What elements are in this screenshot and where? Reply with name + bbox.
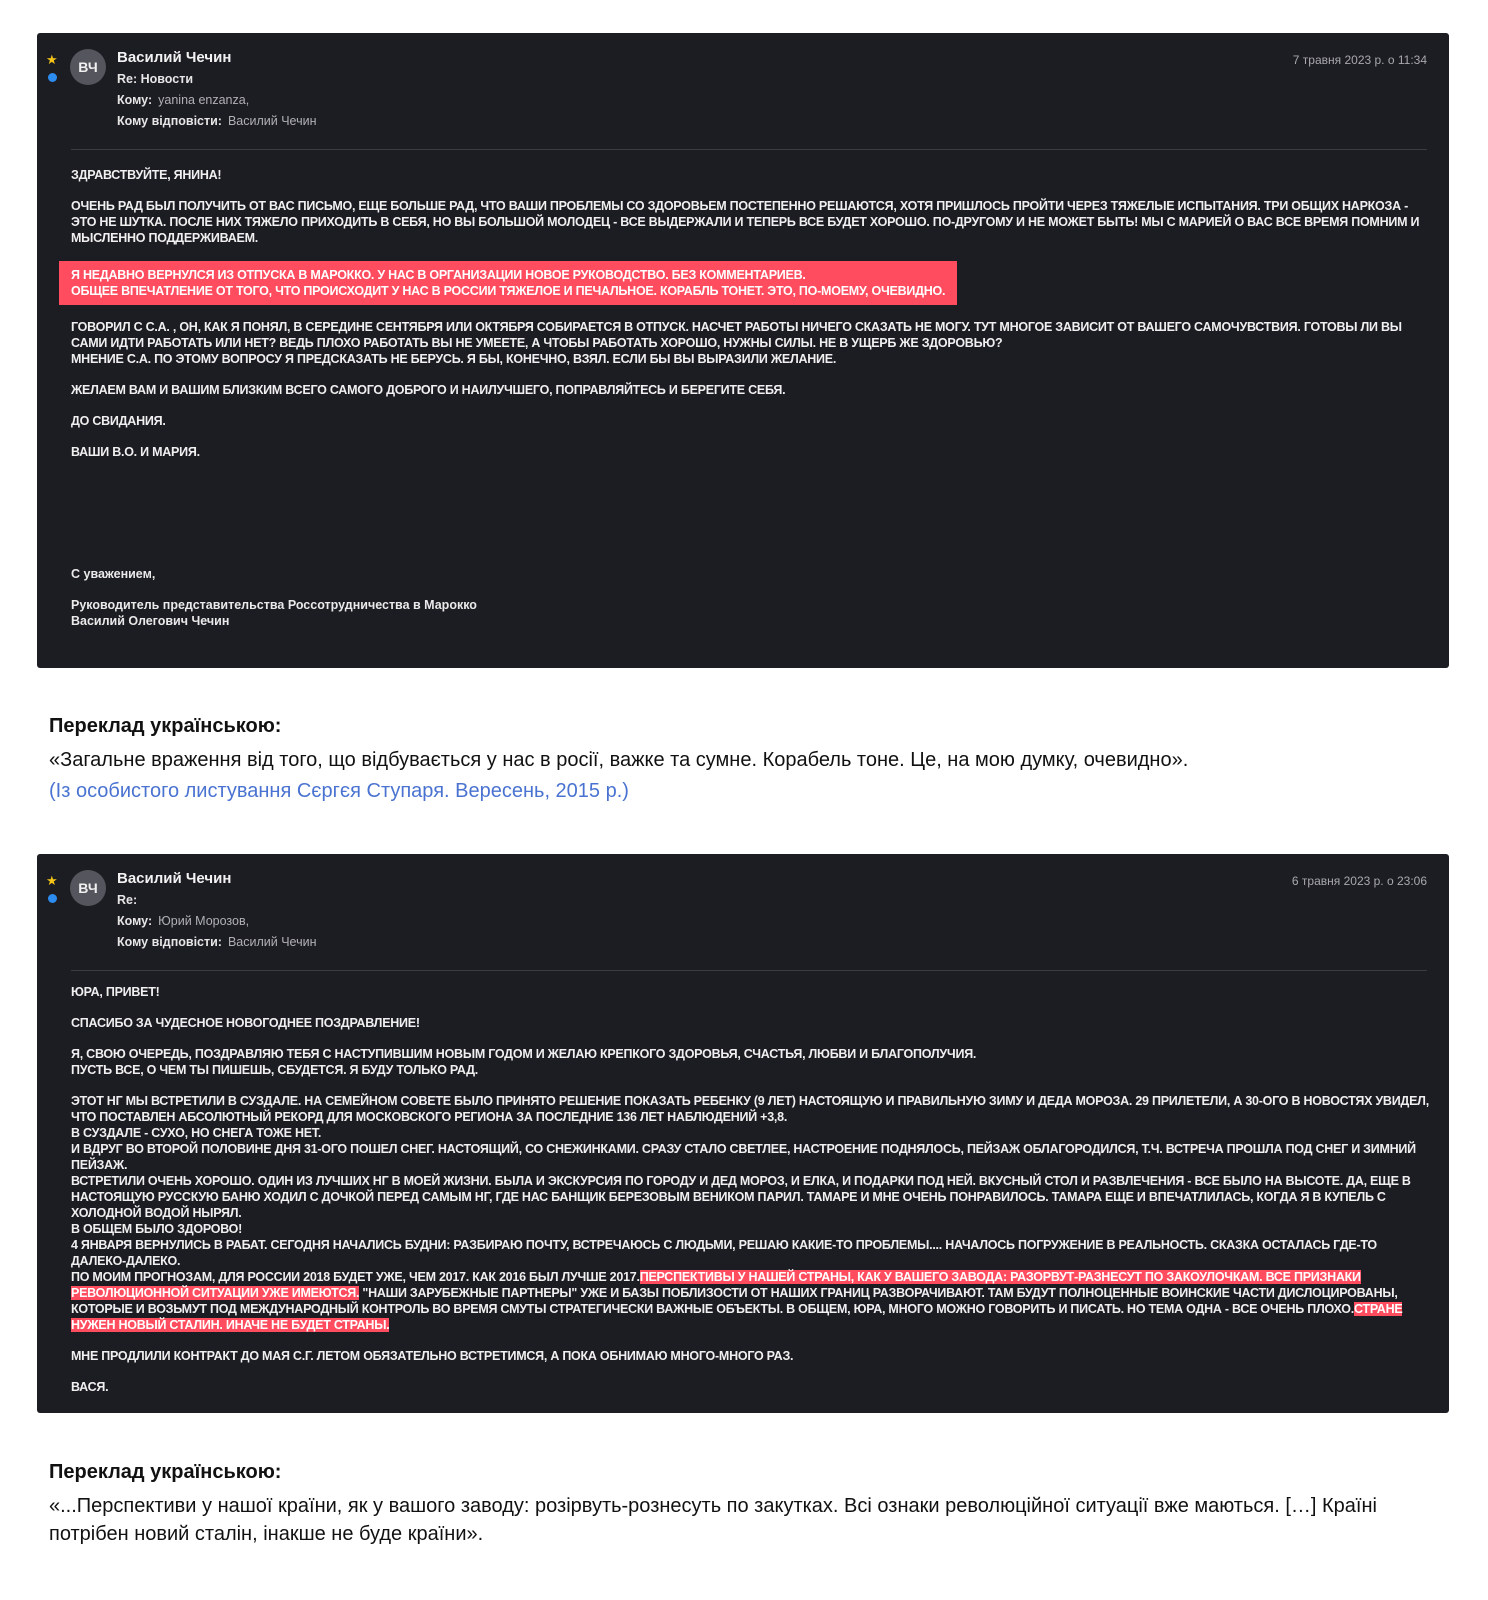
sender-name: Василий Чечин	[117, 870, 232, 887]
body-paragraph: ВАСЯ.	[71, 1380, 109, 1394]
body-paragraph: ЗДРАВСТВУЙТЕ, ЯНИНА!	[71, 168, 222, 182]
highlighted-passage: СТРАНЕ НУЖЕН НОВЫЙ СТАЛИН. ИНАЧЕ НЕ БУДЕТ СТРАНЫ.	[71, 1302, 1403, 1332]
email-date: 7 травня 2023 р. о 11:34	[1292, 53, 1427, 67]
reply-to-label: Кому відповісти:	[117, 114, 222, 128]
reply-to-value[interactable]: Василий Чечин	[227, 935, 317, 949]
highlighted-passage: Я НЕДАВНО ВЕРНУЛСЯ ИЗ ОТПУСКА В МАРОККО. У НАС В ОРГАНИЗАЦИИ НОВОЕ РУКОВОДСТВО. БЕЗ КОММЕНТАРИЕВ. ОБЩЕЕ ВПЕЧАТЛЕНИЕ ОТ ТОГО, ЧТО ПРОИСХОДИТ У НАС В РОССИИ ТЯЖЕЛОЕ И ПЕЧАЛЬНОЕ. КОРАБЛЬ ТОНЕТ. ЭТО, ПО-МОЕМУ, ОЧЕВИДНО.	[59, 261, 957, 305]
reply-to-value[interactable]: Василий Чечин	[227, 114, 317, 128]
star-icon[interactable]: ★	[46, 52, 58, 67]
body-paragraph: Я, СВОЮ ОЧЕРЕДЬ, ПОЗДРАВЛЯЮ ТЕБЯ С НАСТУПИВШИМ НОВЫМ ГОДОМ И ЖЕЛАЮ КРЕПКОГО ЗДОРОВЬЯ, СЧАСТЬЯ, ЛЮБВИ И БЛАГОПОЛУЧИЯ. ПУСТЬ ВСЕ, О ЧЕМ ТЫ ПИШЕШЬ, СБУДЕТСЯ. Я БУДУ ТОЛЬКО РАД.	[71, 1047, 977, 1077]
body-paragraph: ГОВОРИЛ С С.А. , ОН, КАК Я ПОНЯЛ, В СЕРЕДИНЕ СЕНТЯБРЯ ИЛИ ОКТЯБРЯ СОБИРАЕТСЯ В ОТПУСК. НАСЧЕТ РАБОТЫ НИЧЕГО СКАЗАТЬ НЕ МОГУ. ТУТ МНОГОЕ ЗАВИСИТ ОТ ВАШЕГО САМОЧУВСТВИЯ. ГОТОВЫ ЛИ ВЫ САМИ ИДТИ РАБОТАТЬ ИЛИ НЕТ? ВЕДЬ ПЛОХО РАБОТАТЬ ВЫ НЕ УМЕЕТЕ, А ЧТОБЫ РАБОТАТЬ ХОРОШО, НУЖНЫ СИЛЫ. НЕ В УЩЕРБ ЖЕ ЗДОРОВЬЮ? МНЕНИЕ С.А. ПО ЭТОМУ ВОПРОСУ Я ПРЕДСКАЗАТЬ НЕ БЕРУСЬ. Я БЫ, КОНЕЧНО, ВЗЯЛ. ЕСЛИ БЫ ВЫ ВЫРАЗИЛИ ЖЕЛАНИЕ.	[71, 320, 1402, 366]
avatar: ВЧ	[70, 870, 106, 906]
to-line	[117, 914, 249, 928]
reply-to-line	[117, 114, 317, 128]
header-divider	[71, 970, 1427, 971]
to-value[interactable]: yanina enzanza,	[158, 93, 250, 107]
body-paragraph: ВАШИ В.О. И МАРИЯ.	[71, 445, 200, 459]
email-message-1	[37, 33, 1449, 668]
email-signature	[71, 566, 477, 644]
body-paragraph: МНЕ ПРОДЛИЛИ КОНТРАКТ ДО МАЯ С.Г. ЛЕТОМ ОБЯЗАТЕЛЬНО ВСТРЕТИМСЯ, А ПОКА ОБНИМАЮ МНОГО-МНОГО РАЗ.	[71, 1349, 794, 1363]
to-value[interactable]: Юрий Морозов,	[158, 914, 250, 928]
body-text: ПО МОИМ ПРОГНОЗАМ, ДЛЯ РОССИИ 2018 БУДЕТ УЖЕ, ЧЕМ 2017. КАК 2016 БЫЛ ЛУЧШЕ 2017.	[71, 1270, 640, 1284]
email-subject: Re:	[117, 893, 138, 907]
email-header	[37, 33, 1449, 145]
body-paragraph: ЖЕЛАЕМ ВАМ И ВАШИМ БЛИЗКИМ ВСЕГО САМОГО ДОБРОГО И НАИЛУЧШЕГО, ПОПРАВЛЯЙТЕСЬ И БЕРЕГИТЕ СЕБЯ.	[71, 383, 786, 397]
body-paragraph: ОЧЕНЬ РАД БЫЛ ПОЛУЧИТЬ ОТ ВАС ПИСЬМО, ЕЩЕ БОЛЬШЕ РАД, ЧТО ВАШИ ПРОБЛЕМЫ СО ЗДОРОВЬЕМ ПОСТЕПЕННО РЕШАЮТСЯ, ХОТЯ ПРИШЛОСЬ ПРОЙТИ ЧЕРЕЗ ТЯЖЕЛЫЕ ИСПЫТАНИЯ. ТРИ ОБЩИХ НАРКОЗА - ЭТО НЕ ШУТКА. ПОСЛЕ НИХ ТЯЖЕЛО ПРИХОДИТЬ В СЕБЯ, НО ВЫ БОЛЬШОЙ МОЛОДЕЦ - ВСЕ ВЫДЕРЖАЛИ И ТЕПЕРЬ ВСЕ БУДЕТ ХОРОШО. ПО-ДРУГОМУ И НЕ МОЖЕТ БЫТЬ! МЫ С МАРИЕЙ О ВАС ВСЕ ВРЕМЯ ПОМНИМ И МЫСЛЕННО ПОДДЕРЖИВАЕМ.	[71, 199, 1420, 245]
avatar: ВЧ	[70, 49, 106, 85]
email-message-2	[37, 854, 1449, 1413]
translation-title: Переклад українською:	[49, 715, 282, 737]
to-line	[117, 93, 249, 107]
email-header	[37, 854, 1449, 966]
email-date: 6 травня 2023 р. о 23:06	[1291, 874, 1427, 888]
email-body	[71, 984, 1433, 1410]
body-text: "НАШИ ЗАРУБЕЖНЫЕ ПАРТНЕРЫ" УЖЕ И БАЗЫ ПОБЛИЗОСТИ ОТ НАШИХ ГРАНИЦ РАЗВОРАЧИВАЮТ. ТАМ БУДУТ ПОЛНОЦЕННЫЕ ВОИНСКИЕ ЧАСТИ ДИСЛОЦИРОВАНЫ, КОТОРЫЕ И ВОЗЬМУТ ПОД МЕЖДУНАРОДНЫЙ КОНТРОЛЬ ВО ВРЕМЯ СМУТЫ СТРАТЕГИЧЕСКИ ВАЖНЫЕ ОБЪЕКТЫ. В ОБЩЕМ, ЮРА, МНОГО МОЖНО ГОВОРИТЬ И ПИСАТЬ. НО ТЕМА ОДНА - ВСЕ ОЧЕНЬ ПЛОХО.	[71, 1286, 1398, 1316]
email-body	[71, 167, 1433, 475]
body-paragraph	[71, 1269, 1433, 1333]
body-paragraph: СПАСИБО ЗА ЧУДЕСНОЕ НОВОГОДНЕЕ ПОЗДРАВЛЕНИЕ!	[71, 1016, 420, 1030]
reply-to-line	[117, 935, 317, 949]
reply-to-label: Кому відповісти:	[117, 935, 222, 949]
unread-dot-icon	[48, 894, 57, 903]
unread-dot-icon	[48, 73, 57, 82]
translation-text: «Загальне враження від того, що відбувається у нас в росії, важке та сумне. Корабель тоне. Це, на мою думку, очевидно».	[49, 749, 1189, 771]
body-paragraph: ДО СВИДАНИЯ.	[71, 414, 166, 428]
body-paragraph: ЭТОТ НГ МЫ ВСТРЕТИЛИ В СУЗДАЛЕ. НА СЕМЕЙНОМ СОВЕТЕ БЫЛО ПРИНЯТО РЕШЕНИЕ ПОКАЗАТЬ РЕБЕНКУ (9 ЛЕТ) НАСТОЯЩУЮ И ПРАВИЛЬНУЮ ЗИМУ И ДЕДА МОРОЗА. 29 ПРИЛЕТЕЛИ, А 30-ОГО В НОВОСТЯХ УВИДЕЛ, ЧТО ПОСТАВЛЕН АБСОЛЮТНЫЙ РЕКОРД ДЛЯ МОСКОВСКОГО РЕГИОНА ЗА ПОСЛЕДНИЕ 136 ЛЕТ НАБЛЮДЕНИЙ +3,8. В СУЗДАЛЕ - СУХО, НО СНЕГА ТОЖЕ НЕТ. И ВДРУГ ВО ВТОРОЙ ПОЛОВИНЕ ДНЯ 31-ОГО ПОШЕЛ СНЕГ. НАСТОЯЩИЙ, СО СНЕЖИНКАМИ. СРАЗУ СТАЛО СВЕТЛЕЕ, НАСТРОЕНИЕ ПОДНЯЛОСЬ, ПЕЙЗАЖ ОБЛАГОРОДИЛСЯ, Т.Ч. ВСТРЕЧА ПРОШЛА ПОД СНЕГ И ЗИМНИЙ ПЕЙЗАЖ. ВСТРЕТИЛИ ОЧЕНЬ ХОРОШО. ОДИН ИЗ ЛУЧШИХ НГ В МОЕЙ ЖИЗНИ. БЫЛА И ЭКСКУРСИЯ ПО ГОРОДУ И ДЕД МОРОЗ, И ЕЛКА, И ПОДАРКИ ПОД НЕЙ. ВКУСНЫЙ СТОЛ И РАЗВЛЕЧЕНИЯ - ВСЕ БЫЛО НА ВЫСОТЕ. ДА, ЕЩЕ В НАСТОЯЩУЮ РУССКУЮ БАНЮ ХОДИЛ С ДОЧКОЙ ПЕРЕД САМЫМ НГ, ГДЕ НАС БАНЩИК БЕРЕЗОВЫМ ВЕНИКОМ ПАРИЛ. ТАМАРЕ И МНЕ ОЧЕНЬ ПОНРАВИЛОСЬ. ТАМАРА ЕЩЕ И ВПЕЧАТЛИЛАСЬ, КОГДА Я В КУПЕЛЬ С ХОЛОДНОЙ ВОДОЙ НЫРЯЛ. В ОБЩЕМ БЫЛО ЗДОРОВО! 4 ЯНВАРЯ ВЕРНУЛИСЬ В РАБАТ. СЕГОДНЯ НАЧАЛИСЬ БУДНИ: РАЗБИРАЮ ПОЧТУ, ВСТРЕЧАЮСЬ С ЛЮДЬМИ, РЕШАЮ КАКИЕ-ТО ПРОБЛЕМЫ.... НАЧАЛОСЬ ПОГРУЖЕНИЕ В РЕАЛЬНОСТЬ. СКАЗКА ОСТАЛАСЬ ГДЕ-ТО ДАЛЕКО-ДАЛЕКО.	[71, 1094, 1429, 1268]
body-paragraph: ЮРА, ПРИВЕТ!	[71, 985, 160, 999]
to-label: Кому:	[117, 914, 153, 928]
translation-text: «...Перспективи у нашої країни, як у вашого заводу: розірвуть-рознесуть по закутках. Всі ознаки революційної ситуації вже маються. […] Країні потрібен новий сталін, інакше не буде країни».	[49, 1495, 1377, 1545]
highlighted-passage: ПЕРСПЕКТИВЫ У НАШЕЙ СТРАНЫ, КАК У ВАШЕГО ЗАВОДА: РАЗОРВУТ-РАЗНЕСУТ ПО ЗАКОУЛОЧКАМ. ВСЕ ПРИЗНАКИ РЕВОЛЮЦИОННОЙ СИТУАЦИИ УЖЕ ИМЕЮТСЯ.	[71, 1270, 1361, 1300]
translation-title: Переклад українською:	[49, 1461, 282, 1483]
star-icon[interactable]: ★	[46, 873, 58, 888]
translation-source: (Із особистого листування Сєргєя Ступаря. Вересень, 2015 р.)	[49, 780, 629, 802]
sender-name: Василий Чечин	[117, 49, 232, 66]
header-divider	[71, 149, 1427, 150]
email-subject: Re: Новости	[117, 72, 194, 86]
signature-greeting: С уважением,	[71, 567, 156, 581]
signature-title: Руководитель представительства Россотрудничества в Марокко Василий Олегович Чечин	[71, 598, 477, 628]
to-label: Кому:	[117, 93, 153, 107]
